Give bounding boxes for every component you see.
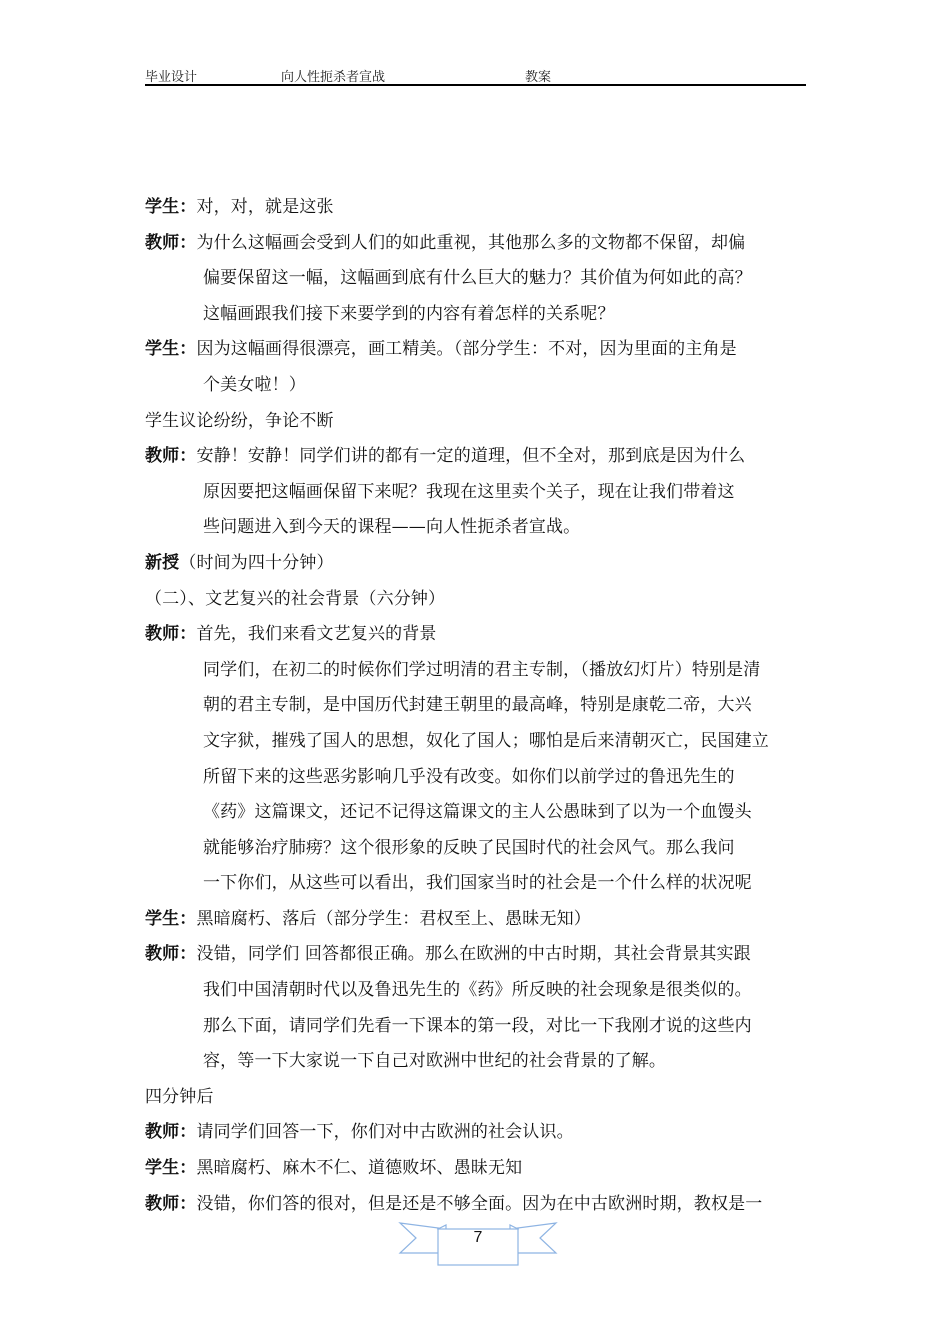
line-text: 个美女啦！） (203, 374, 306, 395)
speaker-label: 学生： (145, 1158, 197, 1179)
line-text: 四分钟后 (145, 1086, 214, 1107)
line-text: 首先，我们来看文艺复兴的背景 (196, 624, 437, 645)
page-header (145, 64, 806, 86)
text-line (145, 261, 807, 297)
line-text: 一下你们，从这些可以看出，我们国家当时的社会是一个什么样的状况呢 (203, 873, 752, 894)
header-title: 向人性扼杀者宣战 (281, 70, 386, 85)
text-line (145, 760, 807, 796)
line-text: 没错，同学们 回答都很正确。那么在欧洲的中古时期，其社会背景其实跟 (196, 944, 751, 965)
text-line (145, 1151, 807, 1187)
line-text: 所留下来的这些恶劣影响几乎没有改变。如你们以前学过的鲁迅先生的 (203, 766, 735, 787)
text-line (145, 1187, 807, 1223)
line-text: 些问题进入到今天的课程——向人性扼杀者宣战。 (203, 517, 581, 538)
speaker-label: 新授 (145, 552, 180, 573)
speaker-label: 学生： (145, 339, 197, 360)
text-line (145, 439, 807, 475)
line-text: 朝的君主专制，是中国历代封建王朝里的最高峰，特别是康乾二帝，大兴 (203, 695, 752, 716)
line-text: 这幅画跟我们接下来要学到的内容有着怎样的关系呢？ (203, 303, 615, 324)
line-text: 学生议论纷纷，争论不断 (145, 410, 334, 431)
text-line (145, 866, 807, 902)
text-line (145, 190, 807, 226)
text-line (145, 226, 807, 262)
speaker-label: 教师： (145, 624, 197, 645)
text-line (145, 1009, 807, 1045)
text-line (145, 937, 807, 973)
line-text: 没错，你们答的很对，但是还是不够全面。因为在中古欧洲时期，教权是一 (196, 1193, 763, 1214)
speaker-label: 教师： (145, 944, 197, 965)
line-text: 就能够治疗肺痨？这个很形象的反映了民国时代的社会风气。那么我问 (203, 837, 735, 858)
text-line (145, 1080, 807, 1116)
text-line (145, 332, 807, 368)
line-text: 黑暗腐朽、麻木不仁、道德败坏、愚昧无知 (196, 1158, 523, 1179)
header-right-label: 教案 (525, 70, 552, 85)
text-line (145, 368, 807, 404)
text-line (145, 404, 807, 440)
line-text: （二）、文艺复兴的社会背景（六分钟） (145, 588, 446, 609)
speaker-label: 教师： (145, 1193, 197, 1214)
text-line (145, 582, 807, 618)
text-line (145, 297, 807, 333)
text-line (145, 475, 807, 511)
speaker-label: 教师： (145, 1122, 197, 1143)
speaker-label: 教师： (145, 232, 197, 253)
line-text: 黑暗腐朽、落后（部分学生：君权至上、愚昧无知） (196, 908, 591, 929)
line-text: 那么下面，请同学们先看一下课本的第一段，对比一下我刚才说的这些内 (203, 1015, 752, 1036)
text-line (145, 1115, 807, 1151)
text-line (145, 617, 807, 653)
speaker-label: 教师： (145, 446, 197, 467)
page-footer (398, 1220, 558, 1270)
line-text: 原因要把这幅画保留下来呢？我现在这里卖个关子，现在让我们带着这 (203, 481, 735, 502)
line-text: 因为这幅画得很漂亮，画工精美。（部分学生：不对，因为里面的主角是 (196, 339, 737, 360)
line-text: 对，对，就是这张 (196, 197, 334, 217)
line-text: 安静！安静！同学们讲的都有一定的道理，但不全对，那到底是因为什么 (196, 446, 746, 467)
page-number: 7 (473, 1229, 483, 1246)
line-text: 文字狱，摧残了国人的思想，奴化了国人；哪怕是后来清朝灭亡，民国建立 (203, 730, 769, 751)
line-text: （时间为四十分钟） (179, 552, 334, 573)
text-line (145, 546, 807, 582)
line-text: 容，等一下大家说一下自己对欧洲中世纪的社会背景的了解。 (203, 1051, 667, 1072)
text-line (145, 902, 807, 938)
text-line (145, 510, 807, 546)
line-text: 《药》这篇课文，还记不记得这篇课文的主人公愚昧到了以为一个血馒头 (203, 802, 752, 823)
line-text: 我们中国清朝时代以及鲁迅先生的《药》所反映的社会现象是很类似的。 (203, 980, 752, 1001)
line-text: 为什么这幅画会受到人们的如此重视，其他那么多的文物都不保留，却偏 (196, 232, 746, 253)
line-text: 请同学们回答一下，你们对中古欧洲的社会认识。 (196, 1122, 574, 1143)
text-line (145, 724, 807, 760)
text-line (145, 688, 807, 724)
text-line (145, 795, 807, 831)
text-line (145, 973, 807, 1009)
line-text: 同学们，在初二的时候你们学过明清的君主专制，（播放幻灯片）特别是清 (203, 659, 761, 680)
text-line (145, 831, 807, 867)
speaker-label: 学生： (145, 197, 197, 217)
document-body (145, 190, 807, 1222)
speaker-label: 学生： (145, 908, 197, 929)
header-left-label: 毕业设计 (145, 70, 198, 85)
line-text: 偏要保留这一幅，这幅画到底有什么巨大的魅力？其价值为何如此的高？ (203, 268, 752, 289)
text-line (145, 653, 807, 689)
text-line (145, 1044, 807, 1080)
